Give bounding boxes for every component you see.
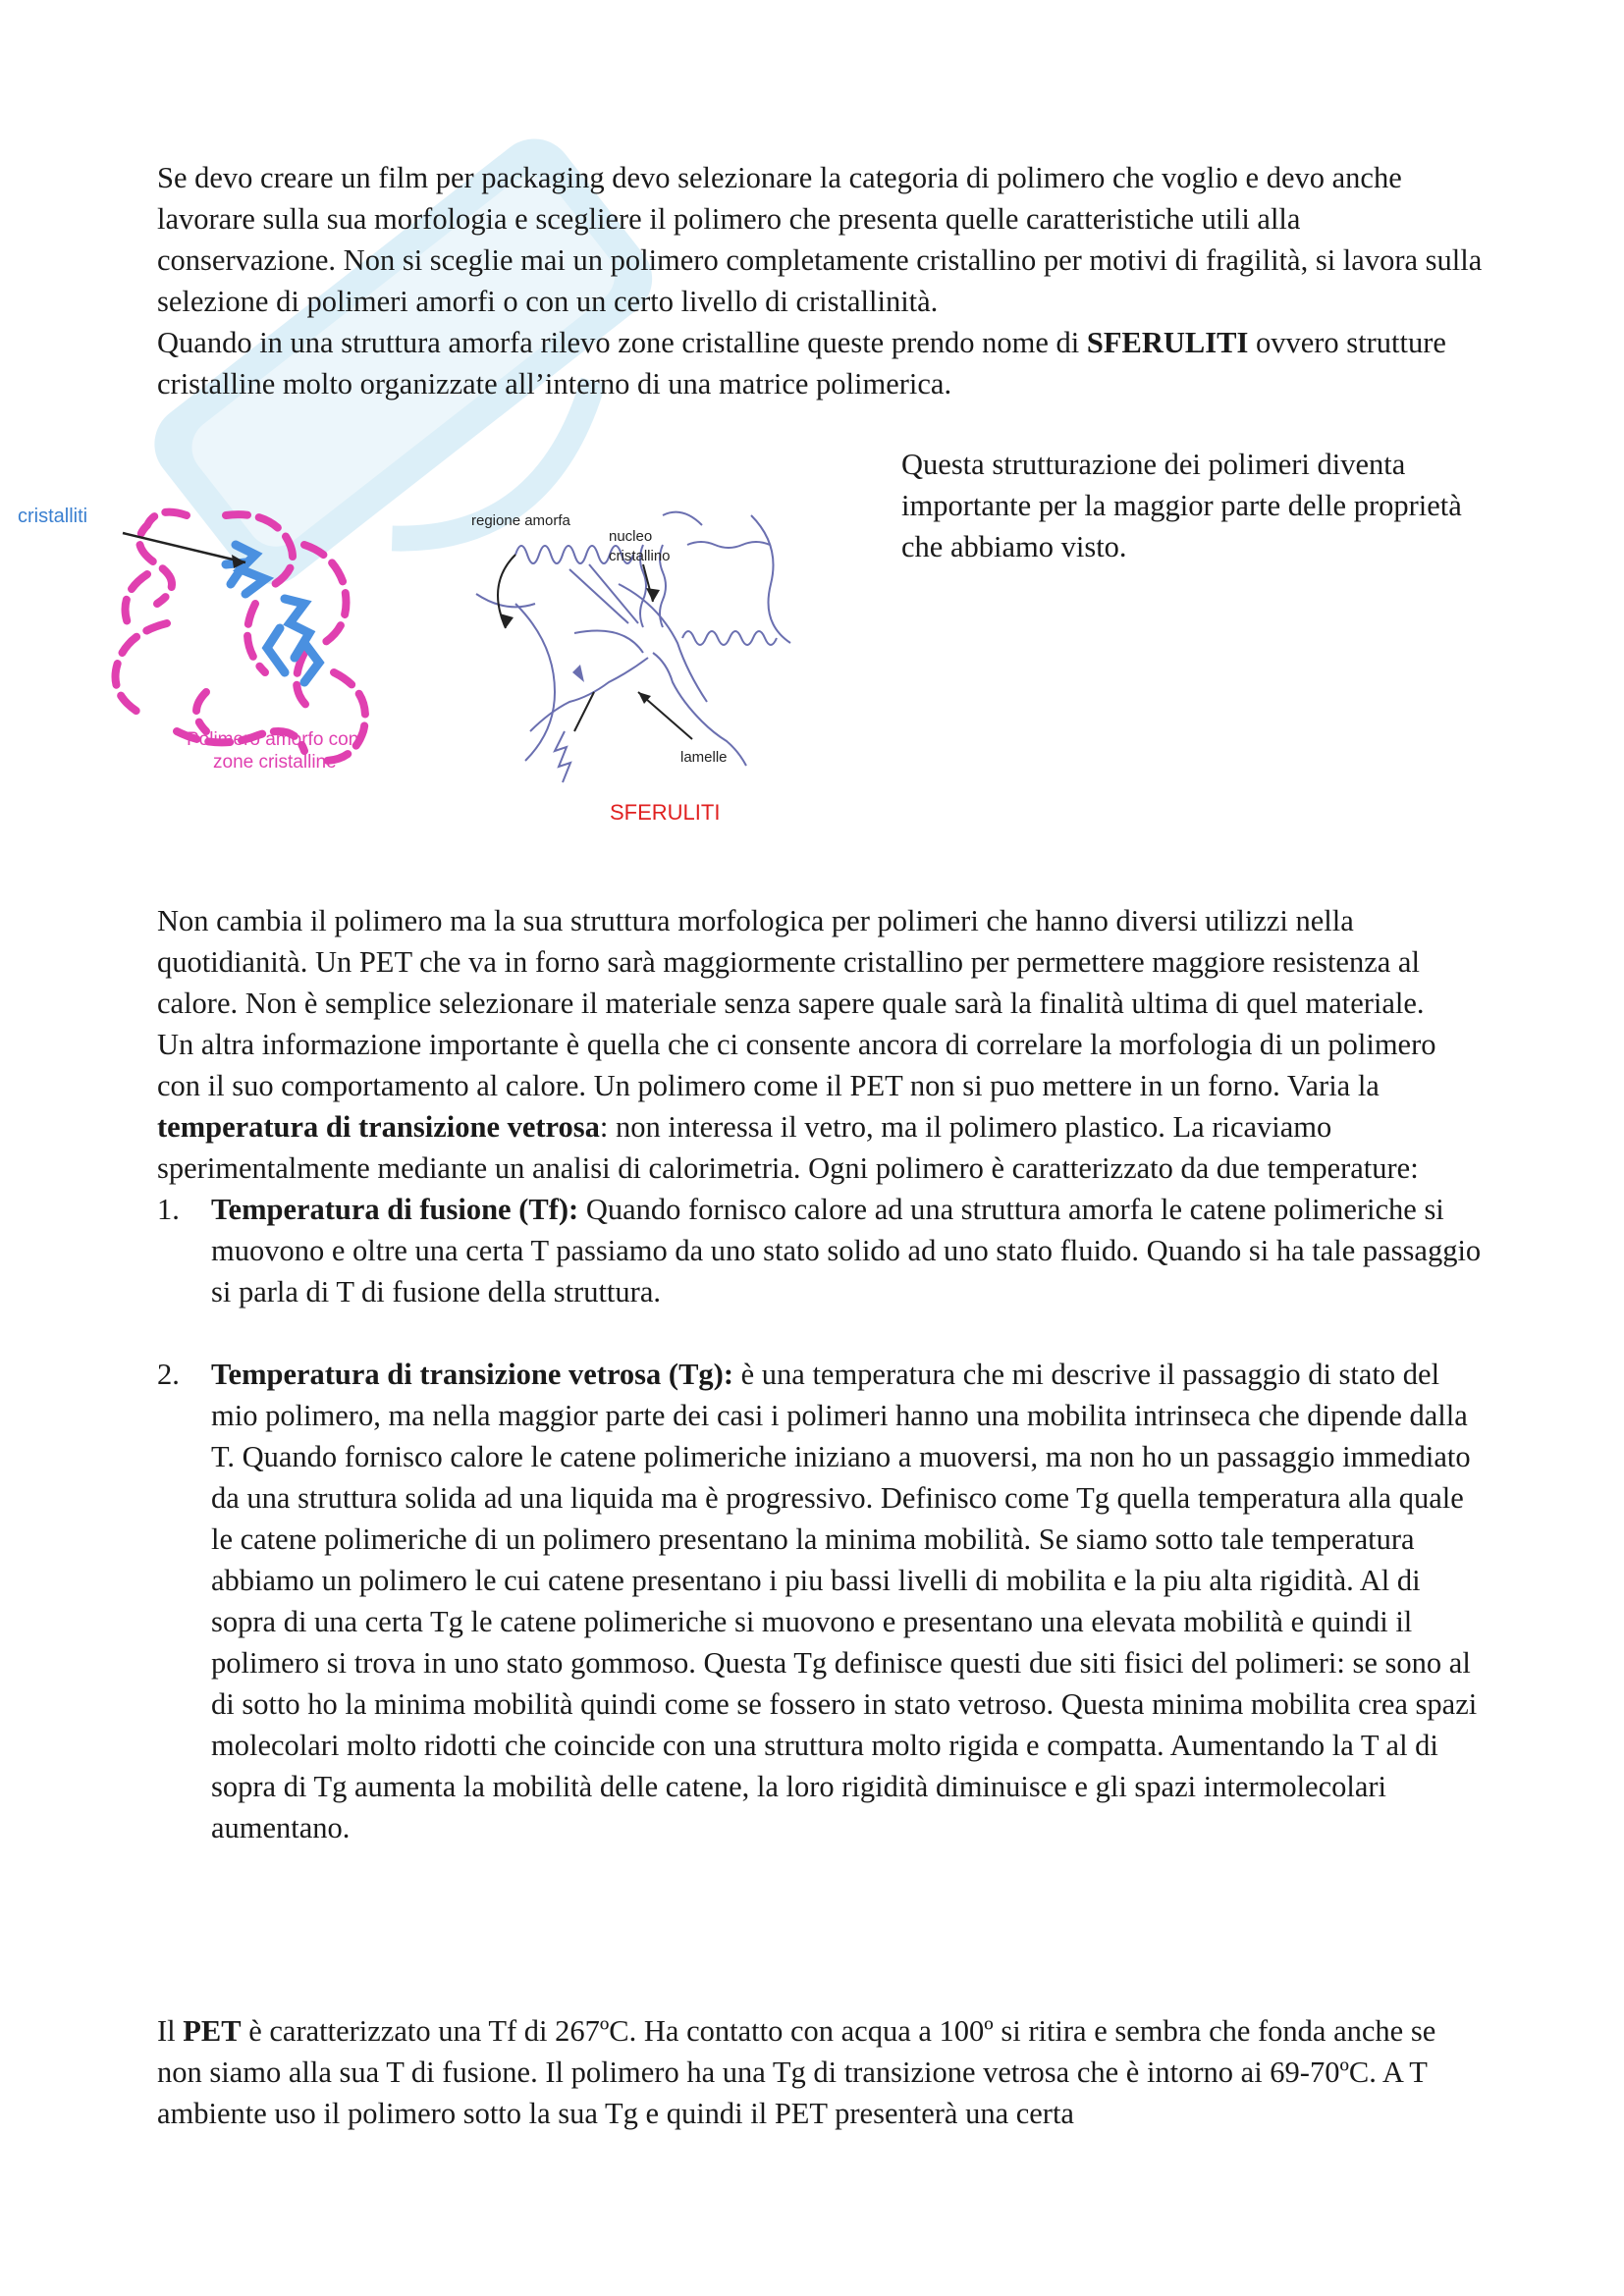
caption-sferuliti: SFERULITI [610,800,721,825]
sferuliti-term: SFERULITI [1086,326,1249,359]
label-nucleo-1: nucleo [609,528,653,545]
intro-paragraph-2: Quando in una struttura amorfa rilevo zone cristalline queste prendo nome di SFERULITI ovvero strutture cristalline molto organizzate all’interno di una matrice polimerica. [157,326,1446,400]
list-item: 2. Temperatura di transizione vetrosa (Tg): è una temperatura che mi descrive il passaggio di stato del mio polimero, ma nella maggior parte dei casi i polimeri hanno una mobilita intrinseca che dipende dalla T. Quando fornisco calore le catene polimeriche iniziano a muoversi, ma non ho un passaggio immediato da una struttura solida ad una liquida ma è progressivo. Definisco come Tg quella temperatura alla quale le catene polimeriche di un polimero presentano la minima mobilità. Se siamo sotto tale temperatura abbiamo un polimero le cui catene presentano i piu bassi livelli di mobilita e la piu alta rigidità. Al di sopra di una certa Tg le catene polimeriche si muovono e presentano una elevata mobilità e quindi il polimero si trova in uno stato gommoso. Questa Tg definisce questi due siti fisici del polimeri: se sono al di sotto ho la minima mobilità quindi come se fossero in stato vetroso. Questa minima mobilita crea spazi molecolari molto ridotti che coincide con una struttura molto rigida e compatta. Aumentando la T al di sopra di Tg aumenta la mobilità delle catene, la loro rigidità diminuisce e gli spazi intermolecolari aumentano. [157,1358,1478,1844]
list-spacer [157,1312,1483,1354]
body-paragraph-1: Non cambia il polimero ma la sua struttura morfologica per polimeri che hanno diversi utilizzi nella quotidianità. Un PET che va in forno sarà maggiormente cristallino per permettere maggiore resistenza al calore. Non è semplice selezionare il materiale senza sapere quale sarà la finalità ultima di quel materiale. [157,904,1425,1020]
definitions-list [157,1189,1483,1848]
body-section [157,900,1483,1848]
label-nucleo-2: cristallino [609,548,671,564]
definition-term: Temperatura di transizione vetrosa (Tg): [211,1358,733,1391]
pet-term: PET [183,2014,242,2048]
definition-term: Temperatura di fusione (Tf): [211,1193,579,1226]
label-lamelle: lamelle [680,749,728,766]
caption-amorphous-line1: Polimero amorfo con [187,729,359,750]
intro-section [157,157,1483,404]
list-item: 1. Temperatura di fusione (Tf): Quando fornisco calore ad una struttura amorfa le catene polimeriche si muovono e oltre una certa T passiamo da uno stato solido ad uno stato fluido. Quando si ha tale passaggio si parla di T di fusione della struttura. [157,1193,1482,1308]
tg-term: temperatura di transizione vetrosa [157,1110,600,1144]
intro-paragraph-1: Se devo creare un film per packaging devo selezionare la categoria di polimero che voglio e devo anche lavorare sulla sua morfologia e scegliere il polimero che presenta quelle caratteristiche utili alla conservazione. Non si sceglie mai un polimero completamente cristallino per motivi di fragilità, si lavora sulla selezione di polimeri amorfi o con un certo livello di cristallinità. [157,161,1483,318]
label-cristalliti: cristalliti [18,506,88,527]
body-paragraph-2: Un altra informazione importante è quella che ci consente ancora di correlare la morfologia di un polimero con il suo comportamento al calore. Un polimero come il PET non si puo mettere in un forno. Varia la temperatura di transizione vetrosa: non interessa il vetro, ma il polimero plastico. La ricaviamo sperimentalmente mediante un analisi di calorimetria. Ogni polimero è caratterizzato da due temperature: [157,1028,1436,1185]
pet-paragraph: Il PET è caratterizzato una Tf di 267ºC. Ha contatto con acqua a 100º si ritira e sembra che fonda anche se non siamo alla sua T di fusione. Il polimero ha una Tg di transizione vetrosa che è intorno ai 69-70ºC. A T ambiente uso il polimero sotto la sua Tg e quindi il PET presenterà una certa [157,2014,1436,2130]
side-note: Questa strutturazione dei polimeri diventa importante per la maggior parte delle proprietà che abbiamo visto. [901,448,1462,563]
label-regione-amorfa: regione amorfa [471,512,570,529]
amorphous-polymer-figure [10,486,422,780]
spherulite-figure [457,486,839,839]
caption-amorphous-line2: zone cristalline [213,752,337,773]
